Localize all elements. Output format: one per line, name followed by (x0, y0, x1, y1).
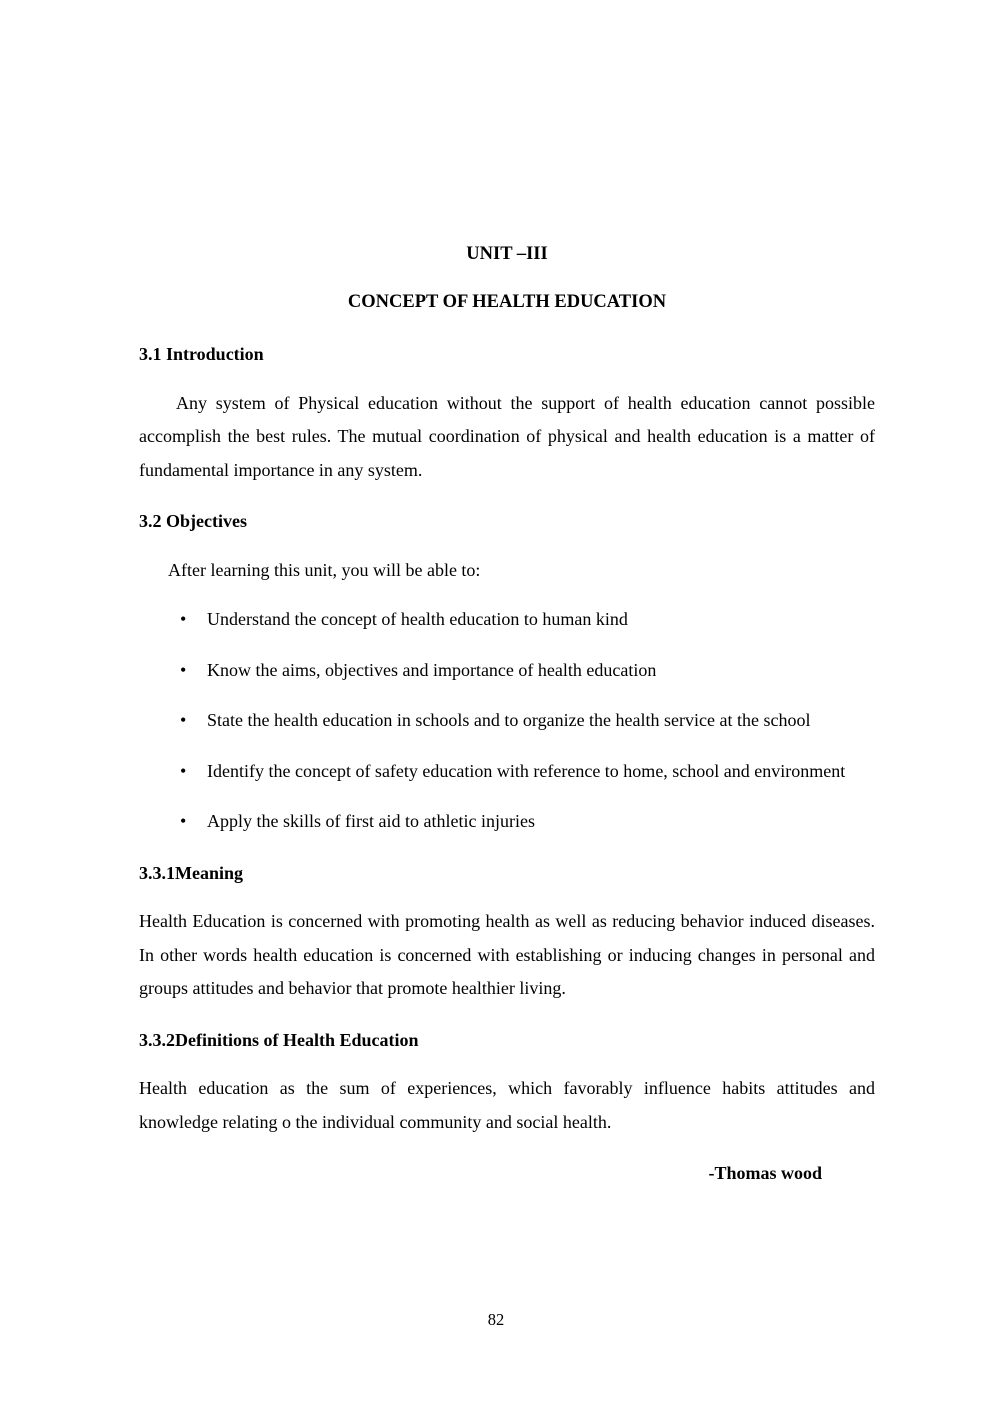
objective-item-text: Know the aims, objectives and importance of health education (207, 659, 657, 680)
objective-item (180, 603, 875, 637)
objective-item-text: State the health education in schools and to organize the health service at the school (207, 710, 811, 730)
document-content (139, 238, 875, 1191)
document-title: CONCEPT OF HEALTH EDUCATION (347, 291, 667, 312)
attribution-author: -Thomas wood (708, 1163, 822, 1183)
paragraph-meaning: Health Education is concerned with promoting health as well as reducing behavior induced diseases. In other words health education is concerned with establishing or inducing changes in personal and groups attitudes and behavior that promote healthier living. (139, 911, 875, 998)
bullet-icon: • (180, 659, 187, 680)
objective-item (180, 704, 875, 738)
bullet-icon: • (180, 609, 187, 629)
paragraph-definitions: Health education as the sum of experiences, which favorably influence habits attitudes and knowledge relating o the individual community and social health. (139, 1078, 875, 1132)
objective-item-text: Identify the concept of safety education with reference to home, school and environment (207, 760, 846, 781)
objective-item (180, 755, 875, 789)
page-number: 82 (487, 1310, 505, 1329)
objective-item-text: Understand the concept of health education to human kind (207, 609, 628, 629)
objectives-lead-text: After learning this unit, you will be able to: (168, 559, 481, 580)
section-heading-introduction: 3.1 Introduction (139, 344, 264, 364)
objectives-list (139, 603, 875, 839)
objective-item-text: Apply the skills of first aid to athletic injuries (207, 811, 535, 831)
section-heading-definitions: 3.3.2Definitions of Health Education (139, 1029, 419, 1050)
bullet-icon: • (180, 811, 187, 831)
bullet-icon: • (180, 710, 187, 730)
objective-item (180, 805, 875, 839)
paragraph-introduction: Any system of Physical education without the support of health education cannot possible accomplish the best rules. The mutual coordination of physical and health education is a matter of fundamental importance in any system. (139, 392, 875, 480)
section-heading-meaning: 3.3.1Meaning (139, 862, 244, 883)
objective-item (180, 654, 875, 688)
section-heading-objectives: 3.2 Objectives (139, 511, 247, 531)
unit-title: UNIT –III (466, 244, 548, 264)
bullet-icon: • (180, 760, 187, 781)
